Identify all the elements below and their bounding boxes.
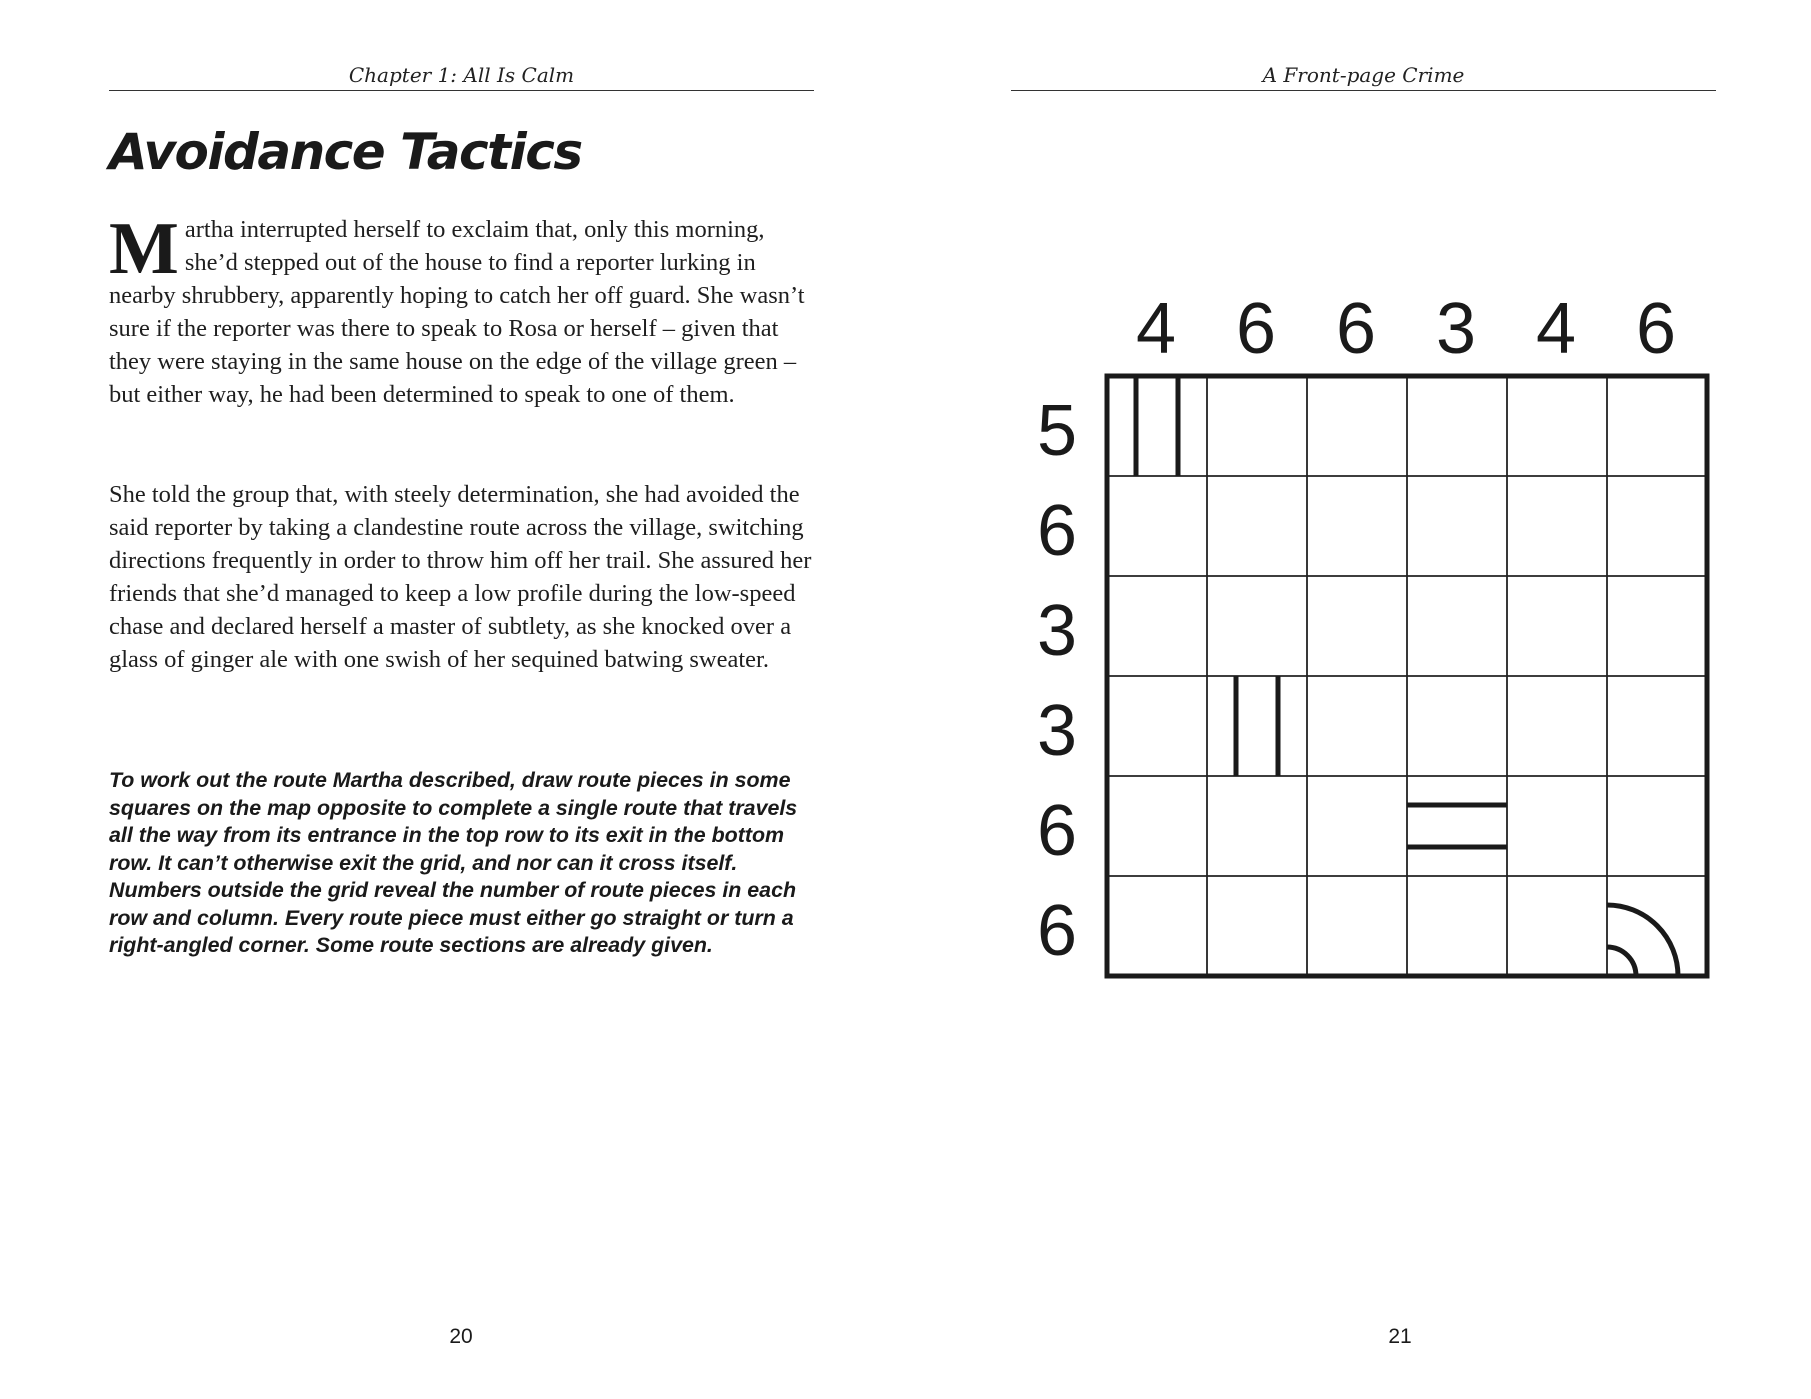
story-paragraph-2 <box>109 478 819 676</box>
row-clue-2: 6 <box>1036 491 1078 571</box>
running-head-left: Chapter 1: All Is Calm <box>109 64 814 91</box>
story-paragraph-1 <box>109 208 819 411</box>
column-clue-5: 4 <box>1535 289 1577 369</box>
page-title: Avoidance Tactics <box>109 123 582 181</box>
story-paragraph-1-text: artha interrupted herself to exclaim that, only this morning, she’d stepped out of the house to find a reporter lurking in nearby shrubbery, apparently hoping to catch her off guard. She wasn’t sure if the reporter was there to speak to Rosa or herself – given that they were staying in the same house on the edge of the village green – but either way, he had been determined to speak to one of them. <box>109 216 805 408</box>
page-number-left: 20 <box>449 1325 473 1348</box>
column-clue-2: 6 <box>1235 289 1277 369</box>
given-route-piece-r5c4 <box>1407 805 1507 847</box>
column-clue-1: 4 <box>1135 289 1177 369</box>
row-clue-6: 6 <box>1036 891 1078 971</box>
route-puzzle-grid <box>905 0 1810 1100</box>
given-route-piece-r1c1 <box>1136 376 1178 476</box>
column-clue-6: 6 <box>1635 289 1677 369</box>
left-page <box>0 0 905 1399</box>
column-clue-4: 3 <box>1435 289 1477 369</box>
row-clue-5: 6 <box>1036 791 1078 871</box>
column-clue-3: 6 <box>1335 289 1377 369</box>
story-paragraph-2-text: She told the group that, with steely determination, she had avoided the said reporter by taking a clandestine route across the village, switching directions frequently in order to throw him off her trail. She assured her friends that she’d managed to keep a low profile during the low-speed chase and declared herself a master of subtlety, as she knocked over a glass of ginger ale with one swish of her sequined batwing sweater. <box>109 481 812 673</box>
running-head-right: A Front-page Crime <box>1011 64 1716 91</box>
row-clue-3: 3 <box>1036 591 1078 671</box>
given-route-piece-r4c2 <box>1236 676 1278 776</box>
given-route-piece-r6c6 <box>1607 905 1678 976</box>
row-clue-4: 3 <box>1036 691 1078 771</box>
row-clue-1: 5 <box>1036 391 1078 471</box>
grid-lines <box>1107 376 1707 976</box>
puzzle-instructions: To work out the route Martha described, draw route pieces in some squares on the map opposite to complete a single route that travels all the way from its entrance in the top row to its exit in the bottom row. It can’t otherwise exit the grid, and nor can it cross itself. Numbers outside the grid reveal the number of route pieces in each row and column. Every route piece must either go straight or turn a right-angled corner. Some route sections are already given. <box>109 768 798 957</box>
right-page <box>905 0 1810 1399</box>
drop-cap: M <box>109 208 179 290</box>
page-number-right: 21 <box>1388 1325 1412 1348</box>
